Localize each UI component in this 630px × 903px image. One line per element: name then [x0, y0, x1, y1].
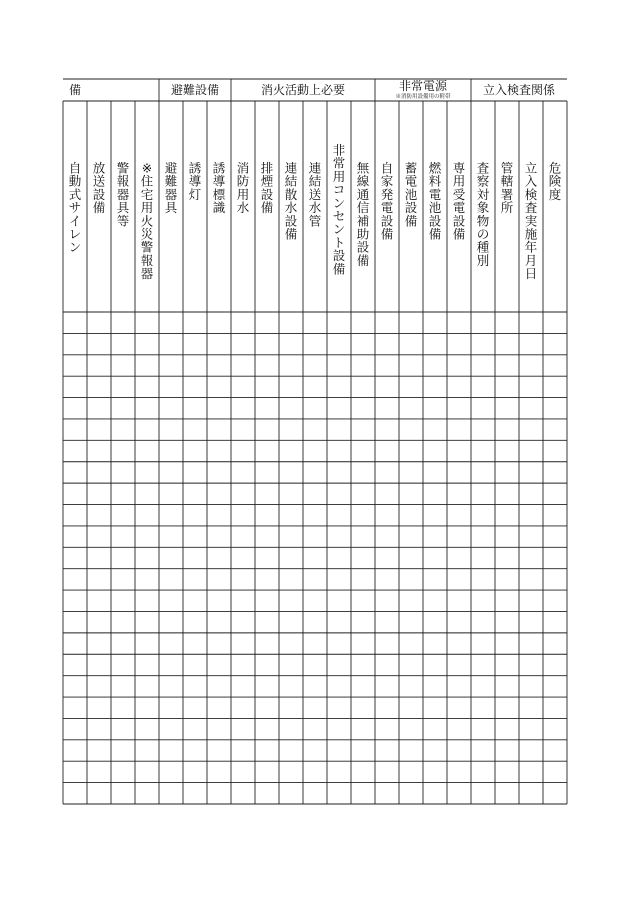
column-header-char: 標: [212, 186, 226, 202]
column-header-char: 池: [404, 186, 418, 202]
column-header-char: 物: [476, 213, 490, 229]
column-header-char: 備: [404, 213, 418, 229]
column-header-char: 常: [332, 155, 346, 171]
column-header-char: ン: [332, 221, 346, 237]
column-header-char: 危: [548, 160, 562, 176]
column-header-char: 燃: [428, 160, 442, 176]
column-header: [165, 161, 178, 216]
column-header-char: 月: [524, 252, 538, 268]
column-header-char: 署: [500, 186, 514, 202]
column-header-char: 報: [140, 252, 154, 268]
column-header-char: 入: [524, 173, 538, 189]
column-header-char: 火: [140, 213, 154, 229]
column-header-char: 導: [212, 173, 226, 189]
column-header: [93, 161, 106, 216]
column-header-char: 設: [404, 200, 418, 216]
group-label: 避難設備: [170, 83, 220, 97]
column-header: [189, 161, 202, 202]
column-header-char: 誘: [212, 160, 226, 176]
column-header: [141, 161, 154, 282]
column-header: [261, 161, 274, 216]
column-header-char: サ: [68, 200, 82, 216]
column-header-char: 防: [236, 173, 250, 189]
column-header-char: 散: [284, 186, 298, 202]
column-header-row: [69, 143, 562, 282]
group-label: 消火活動上必要: [260, 83, 346, 97]
column-header-char: 検: [524, 186, 538, 202]
column-header-char: 施: [524, 226, 538, 242]
column-header-char: 難: [164, 173, 178, 189]
column-header-char: 水: [236, 200, 250, 216]
column-header-char: 管: [500, 160, 514, 176]
column-header-char: 動: [68, 173, 82, 189]
column-header: [69, 161, 82, 255]
column-header: [213, 161, 226, 216]
column-header-char: 対: [476, 186, 490, 202]
column-header-char: 消: [236, 160, 250, 176]
column-header: [237, 161, 250, 216]
column-header: [501, 161, 514, 216]
column-header-char: 設: [356, 239, 370, 255]
column-header-char: 放: [92, 160, 106, 176]
column-header-char: 式: [68, 186, 82, 202]
column-header: [429, 161, 442, 242]
column-header-char: レ: [68, 226, 82, 242]
column-header-char: 具: [116, 200, 130, 216]
column-header-char: 器: [164, 186, 178, 202]
group-label: 非常電源: [398, 79, 448, 93]
column-header-char: 受: [452, 186, 466, 202]
column-header-char: 備: [92, 200, 106, 216]
column-header: [381, 161, 394, 242]
column-header-char: 実: [524, 213, 538, 229]
column-header-char: 備: [356, 252, 370, 268]
column-header-char: 信: [356, 200, 370, 216]
column-header-char: 度: [548, 186, 562, 202]
column-header-char: 用: [452, 173, 466, 189]
column-header-char: 連: [284, 160, 298, 176]
column-header-char: 宅: [140, 186, 154, 202]
column-header-char: の: [476, 226, 490, 242]
column-header-char: 非: [332, 142, 346, 158]
column-header-char: 結: [308, 173, 322, 189]
column-header-char: 電: [428, 186, 442, 202]
column-header-char: 専: [452, 160, 466, 176]
column-header-char: 補: [356, 213, 370, 229]
column-header-char: 煙: [260, 173, 274, 189]
column-header: [405, 161, 418, 229]
column-header-char: 立: [524, 160, 538, 176]
column-header-char: 査: [476, 160, 490, 176]
column-header: [285, 161, 298, 242]
column-header-char: 電: [380, 200, 394, 216]
column-header-char: 険: [548, 173, 562, 189]
column-header-char: ン: [68, 239, 82, 255]
column-header-char: 結: [284, 173, 298, 189]
column-header-char: 設: [428, 213, 442, 229]
column-header-char: 無: [356, 160, 370, 176]
column-header: [357, 161, 370, 268]
column-header-char: 避: [164, 160, 178, 176]
column-header-char: 線: [356, 173, 370, 189]
column-header-char: 査: [524, 200, 538, 216]
column-header-char: コ: [332, 182, 346, 198]
column-header-char: 備: [284, 226, 298, 242]
column-header-char: 管: [308, 213, 322, 229]
column-header: [117, 161, 130, 229]
column-header: [525, 161, 538, 282]
column-header-char: 水: [308, 200, 322, 216]
column-header-char: 年: [524, 239, 538, 255]
column-header-char: 器: [140, 266, 154, 282]
column-header-char: 報: [116, 173, 130, 189]
column-header-char: 用: [332, 168, 346, 184]
group-label: 備: [69, 83, 82, 97]
column-header: [309, 161, 322, 229]
column-header-char: 水: [284, 200, 298, 216]
column-header: [477, 161, 490, 268]
group-note: ※消防用設備用の附帯: [395, 94, 451, 100]
column-header-char: 察: [476, 173, 490, 189]
column-header-char: 自: [68, 160, 82, 176]
column-header-char: 災: [140, 226, 154, 242]
column-header-char: 送: [92, 173, 106, 189]
column-header-char: セ: [332, 208, 346, 224]
column-header-char: 識: [212, 200, 226, 216]
column-header-char: 助: [356, 226, 370, 242]
group-label: 立入検査関係: [482, 83, 556, 97]
column-header-char: 日: [524, 266, 538, 282]
column-header-char: 料: [428, 173, 442, 189]
column-header-char: 発: [380, 186, 394, 202]
column-header: [549, 161, 562, 202]
column-header-char: 用: [236, 186, 250, 202]
column-header-char: 設: [380, 213, 394, 229]
column-header-char: 導: [188, 173, 202, 189]
column-header-char: 警: [116, 160, 130, 176]
column-header-char: 備: [428, 226, 442, 242]
column-header-char: 設: [452, 213, 466, 229]
column-header-char: 蓄: [404, 160, 418, 176]
column-header-char: 備: [332, 261, 346, 277]
column-header-char: 電: [404, 173, 418, 189]
column-header-char: 家: [380, 173, 394, 189]
column-header-char: 別: [476, 252, 490, 268]
column-header: [453, 161, 466, 242]
group-header-row: [69, 78, 556, 100]
column-header-char: ト: [332, 234, 346, 250]
column-header-char: 警: [140, 239, 154, 255]
column-header: [333, 143, 346, 277]
column-header-char: 灯: [188, 186, 202, 202]
column-header-char: 自: [380, 160, 394, 176]
column-header-char: ン: [332, 195, 346, 211]
column-header-char: 住: [140, 173, 154, 189]
column-header-char: 象: [476, 200, 490, 216]
column-header-char: 通: [356, 186, 370, 202]
column-header-char: 備: [260, 200, 274, 216]
column-header-char: 用: [140, 200, 154, 216]
column-header-char: イ: [68, 213, 82, 229]
column-header-char: 連: [308, 160, 322, 176]
column-header-char: 轄: [500, 173, 514, 189]
column-header-char: 電: [452, 200, 466, 216]
column-header-char: 備: [452, 226, 466, 242]
column-header-char: ※: [141, 160, 153, 176]
column-header-char: 器: [116, 186, 130, 202]
column-header-char: 具: [164, 200, 178, 216]
column-header-char: 備: [380, 226, 394, 242]
column-header-char: 誘: [188, 160, 202, 176]
column-header-char: 設: [260, 186, 274, 202]
column-header-char: 設: [92, 186, 106, 202]
column-header-char: 設: [284, 213, 298, 229]
column-header-char: 所: [500, 200, 514, 216]
column-header-char: 設: [332, 248, 346, 264]
column-header-char: 送: [308, 186, 322, 202]
column-header-char: 等: [116, 213, 130, 229]
column-header-char: 種: [476, 239, 490, 255]
column-header-char: 排: [260, 160, 274, 176]
column-header-char: 池: [428, 200, 442, 216]
